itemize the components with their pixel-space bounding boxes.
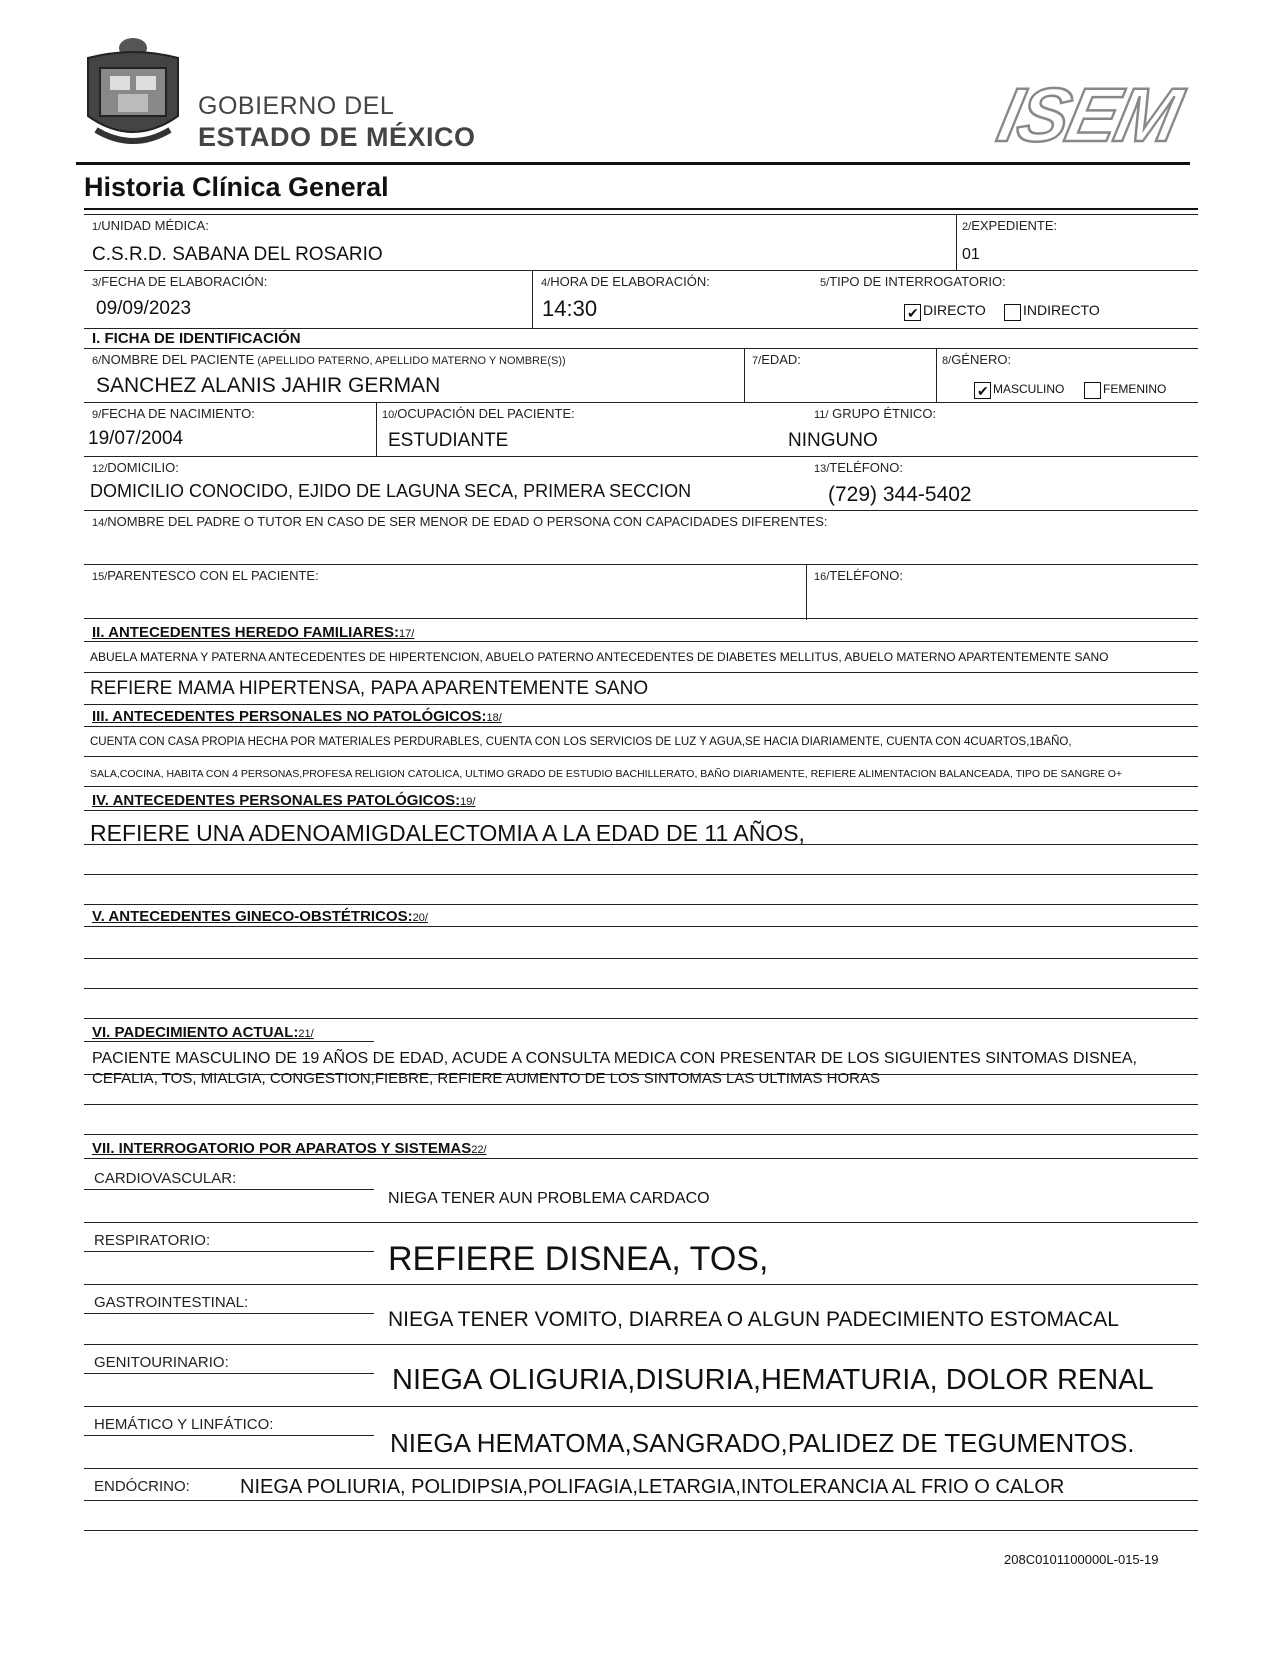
indirecto-label: INDIRECTO <box>1023 302 1100 318</box>
expediente-value[interactable]: 01 <box>962 246 980 263</box>
row-rule <box>84 756 1198 757</box>
hora-elaboracion-value[interactable]: 14:30 <box>542 296 598 321</box>
checkmark-icon: ✔ <box>907 305 919 321</box>
fecha-elaboracion-value[interactable]: 09/09/2023 <box>96 298 192 319</box>
nombre-paciente-value[interactable]: SANCHEZ ALANIS JAHIR GERMAN <box>96 374 441 397</box>
no-patologicos-line2[interactable]: SALA,COCINA, HABITA CON 4 PERSONAS,PROFESA RELIGION CATOLICA, ULTIMO GRADO DE ESTUDIO BACHILLERATO, BAÑO DIARIAMENTE, REFIERE ALIMENTACION BALANCEADA, TIPO DE SANGRE O+ <box>90 768 1123 780</box>
title-rule <box>84 208 1198 210</box>
telefono-label: 13/TELÉFONO: <box>814 460 903 475</box>
header-rule <box>76 162 1190 165</box>
fecha-nacimiento-label: 9/FECHA DE NACIMIENTO: <box>92 406 255 421</box>
endocrino-label: ENDÓCRINO: <box>94 1478 190 1495</box>
masculino-label: MASCULINO <box>993 382 1065 396</box>
indirecto-checkbox[interactable] <box>1004 304 1021 321</box>
row-rule <box>84 844 1198 845</box>
row-rule <box>84 510 1198 511</box>
government-name-line2: ESTADO DE MÉXICO <box>198 122 476 152</box>
heredo-familiares-line1[interactable]: ABUELA MATERNA Y PATERNA ANTECEDENTES DE HIPERTENCION, ABUELO PATERNO ANTECEDENTES DE DIABETES MELLITUS, ABUELO MATERNO APARTENTEMENTE SANO <box>90 650 1109 664</box>
section-gineco-obstetricos: V. ANTECEDENTES GINECO-OBSTÉTRICOS:20/ <box>92 908 428 925</box>
row-rule <box>84 958 1198 959</box>
tipo-interrogatorio-label: 5/TIPO DE INTERROGATORIO: <box>820 274 1006 289</box>
femenino-label: FEMENINO <box>1103 382 1167 396</box>
state-seal-logo <box>78 36 188 152</box>
ocupacion-label: 10/OCUPACIÓN DEL PACIENTE: <box>382 406 575 421</box>
genitourinario-label: GENITOURINARIO: <box>94 1354 229 1371</box>
row-rule <box>84 1104 1198 1105</box>
row-rule <box>84 704 1198 705</box>
row-rule <box>84 1222 1198 1223</box>
row-rule <box>84 1041 374 1042</box>
section-padecimiento-actual: VI. PADECIMIENTO ACTUAL:21/ <box>92 1024 314 1041</box>
row-rule <box>84 988 1198 989</box>
row-rule <box>84 1074 1198 1075</box>
grupo-etnico-label: 11/ GRUPO ÉTNICO: <box>814 406 937 421</box>
row-rule <box>84 672 1198 673</box>
row-rule <box>84 564 1198 565</box>
row-rule <box>84 1134 1198 1135</box>
row-rule <box>84 1406 1198 1407</box>
unidad-medica-value[interactable]: C.S.R.D. SABANA DEL ROSARIO <box>92 244 383 265</box>
directo-checkbox[interactable] <box>904 304 921 321</box>
row-rule <box>84 1500 1198 1501</box>
row-rule <box>84 1530 1198 1531</box>
masculino-checkbox[interactable] <box>974 382 991 399</box>
row-rule <box>84 1344 1198 1345</box>
hora-elaboracion-label: 4/HORA DE ELABORACIÓN: <box>541 274 710 289</box>
row-rule <box>84 726 1198 727</box>
padecimiento-line2[interactable]: CEFALIA, TOS, MIALGIA, CONGESTION,FIEBRE, REFIERE AUMENTO DE LOS SINTOMAS LAS ULTIMAS HORAS <box>92 1070 880 1087</box>
cardiovascular-label: CARDIOVASCULAR: <box>94 1170 237 1187</box>
row-rule <box>84 786 1198 787</box>
expediente-label: 2/EXPEDIENTE: <box>962 218 1058 233</box>
row-rule <box>84 874 1198 875</box>
telefono-tutor-label: 16/TELÉFONO: <box>814 568 903 583</box>
section-ficha-identificacion: I. FICHA DE IDENTIFICACIÓN <box>92 330 301 347</box>
row-rule <box>84 1468 1198 1469</box>
unidad-medica-label: 1/UNIDAD MÉDICA: <box>92 218 209 233</box>
row-rule <box>84 328 1198 329</box>
row-rule <box>84 1284 1198 1285</box>
row-rule <box>84 1018 1198 1019</box>
respiratorio-value[interactable]: REFIERE DISNEA, TOS, <box>388 1240 769 1278</box>
form-top-border <box>84 214 1198 215</box>
directo-label: DIRECTO <box>923 302 986 318</box>
genero-label: 8/GÉNERO: <box>942 352 1012 367</box>
row-rule <box>84 348 1198 349</box>
domicilio-value[interactable]: DOMICILIO CONOCIDO, EJIDO DE LAGUNA SECA, PRIMERA SECCION <box>90 481 692 501</box>
form-title: Historia Clínica General <box>84 172 389 202</box>
gastrointestinal-label: GASTROINTESTINAL: <box>94 1294 249 1311</box>
nombre-paciente-label: 6/NOMBRE DEL PACIENTE (APELLIDO PATERNO, APELLIDO MATERNO Y NOMBRE(S)) <box>92 352 566 367</box>
row-rule <box>84 641 1198 642</box>
hematico-linfatico-value[interactable]: NIEGA HEMATOMA,SANGRADO,PALIDEZ DE TEGUMENTOS. <box>390 1428 1135 1458</box>
row-rule <box>84 810 1198 811</box>
section-heredo-familiares: II. ANTECEDENTES HEREDO FAMILIARES:17/ <box>92 624 415 641</box>
fecha-nacimiento-value[interactable]: 19/07/2004 <box>88 428 184 449</box>
government-name-line1: GOBIERNO DEL <box>198 92 395 120</box>
divider <box>532 270 533 328</box>
section-interrogatorio-aparatos: VII. INTERROGATORIO POR APARATOS Y SISTEMAS22/ <box>92 1140 487 1157</box>
row-rule <box>84 618 1198 619</box>
section-personales-no-patologicos: III. ANTECEDENTES PERSONALES NO PATOLÓGICOS:18/ <box>92 708 502 725</box>
femenino-checkbox[interactable] <box>1084 382 1101 399</box>
fecha-elaboracion-label: 3/FECHA DE ELABORACIÓN: <box>92 274 268 289</box>
ocupacion-value[interactable]: ESTUDIANTE <box>388 430 509 451</box>
domicilio-label: 12/DOMICILIO: <box>92 460 179 475</box>
divider <box>744 348 745 402</box>
padecimiento-line1[interactable]: PACIENTE MASCULINO DE 19 AÑOS DE EDAD, ACUDE A CONSULTA MEDICA CON PRESENTAR DE LOS SIGUIENTES SINTOMAS DISNEA, <box>92 1050 1137 1067</box>
heredo-familiares-line2[interactable]: REFIERE MAMA HIPERTENSA, PAPA APARENTEMENTE SANO <box>90 678 649 699</box>
label-rule <box>84 1435 374 1436</box>
divider <box>956 214 957 270</box>
respiratorio-label: RESPIRATORIO: <box>94 1232 211 1249</box>
checkmark-icon: ✔ <box>977 383 989 399</box>
label-rule <box>84 1251 374 1252</box>
divider <box>376 402 377 456</box>
gastrointestinal-value[interactable]: NIEGA TENER VOMITO, DIARREA O ALGUN PADECIMIENTO ESTOMACAL <box>388 1308 1119 1331</box>
divider <box>936 348 937 402</box>
telefono-value[interactable]: (729) 344-5402 <box>828 483 972 506</box>
genitourinario-value[interactable]: NIEGA OLIGURIA,DISURIA,HEMATURIA, DOLOR RENAL <box>392 1364 1154 1396</box>
row-rule <box>84 1158 1198 1159</box>
parentesco-label: 15/PARENTESCO CON EL PACIENTE: <box>92 568 319 583</box>
form-code: 208C0101100000L-015-19 <box>1004 1552 1159 1567</box>
grupo-etnico-value[interactable]: NINGUNO <box>788 430 878 451</box>
hematico-linfatico-label: HEMÁTICO Y LINFÁTICO: <box>94 1416 274 1433</box>
divider <box>806 564 807 620</box>
no-patologicos-line1[interactable]: CUENTA CON CASA PROPIA HECHA POR MATERIALES PERDURABLES, CUENTA CON LOS SERVICIOS DE LUZ Y AGUA,SE HACIA DIARIAMENTE, CUENTA CON 4CUARTOS,1BAÑO, <box>90 736 1072 748</box>
row-rule <box>84 456 1198 457</box>
edad-label: 7/EDAD: <box>752 352 801 367</box>
row-rule <box>84 926 1198 927</box>
section-personales-patologicos: IV. ANTECEDENTES PERSONALES PATOLÓGICOS:19/ <box>92 792 476 809</box>
label-rule <box>84 1189 374 1190</box>
label-rule <box>84 1373 374 1374</box>
row-rule <box>84 402 1198 403</box>
isem-logo: ISEM <box>990 73 1187 158</box>
endocrino-value[interactable]: NIEGA POLIURIA, POLIDIPSIA,POLIFAGIA,LETARGIA,INTOLERANCIA AL FRIO O CALOR <box>240 1476 1065 1498</box>
patologicos-line1[interactable]: REFIERE UNA ADENOAMIGDALECTOMIA A LA EDAD DE 11 AÑOS, <box>90 820 805 846</box>
tutor-label: 14/NOMBRE DEL PADRE O TUTOR EN CASO DE SER MENOR DE EDAD O PERSONA CON CAPACIDADES DIFERENTES: <box>92 514 828 529</box>
row-rule <box>84 270 1198 271</box>
cardiovascular-value[interactable]: NIEGA TENER AUN PROBLEMA CARDACO <box>388 1190 710 1207</box>
row-rule <box>84 904 1198 905</box>
label-rule <box>84 1313 374 1314</box>
